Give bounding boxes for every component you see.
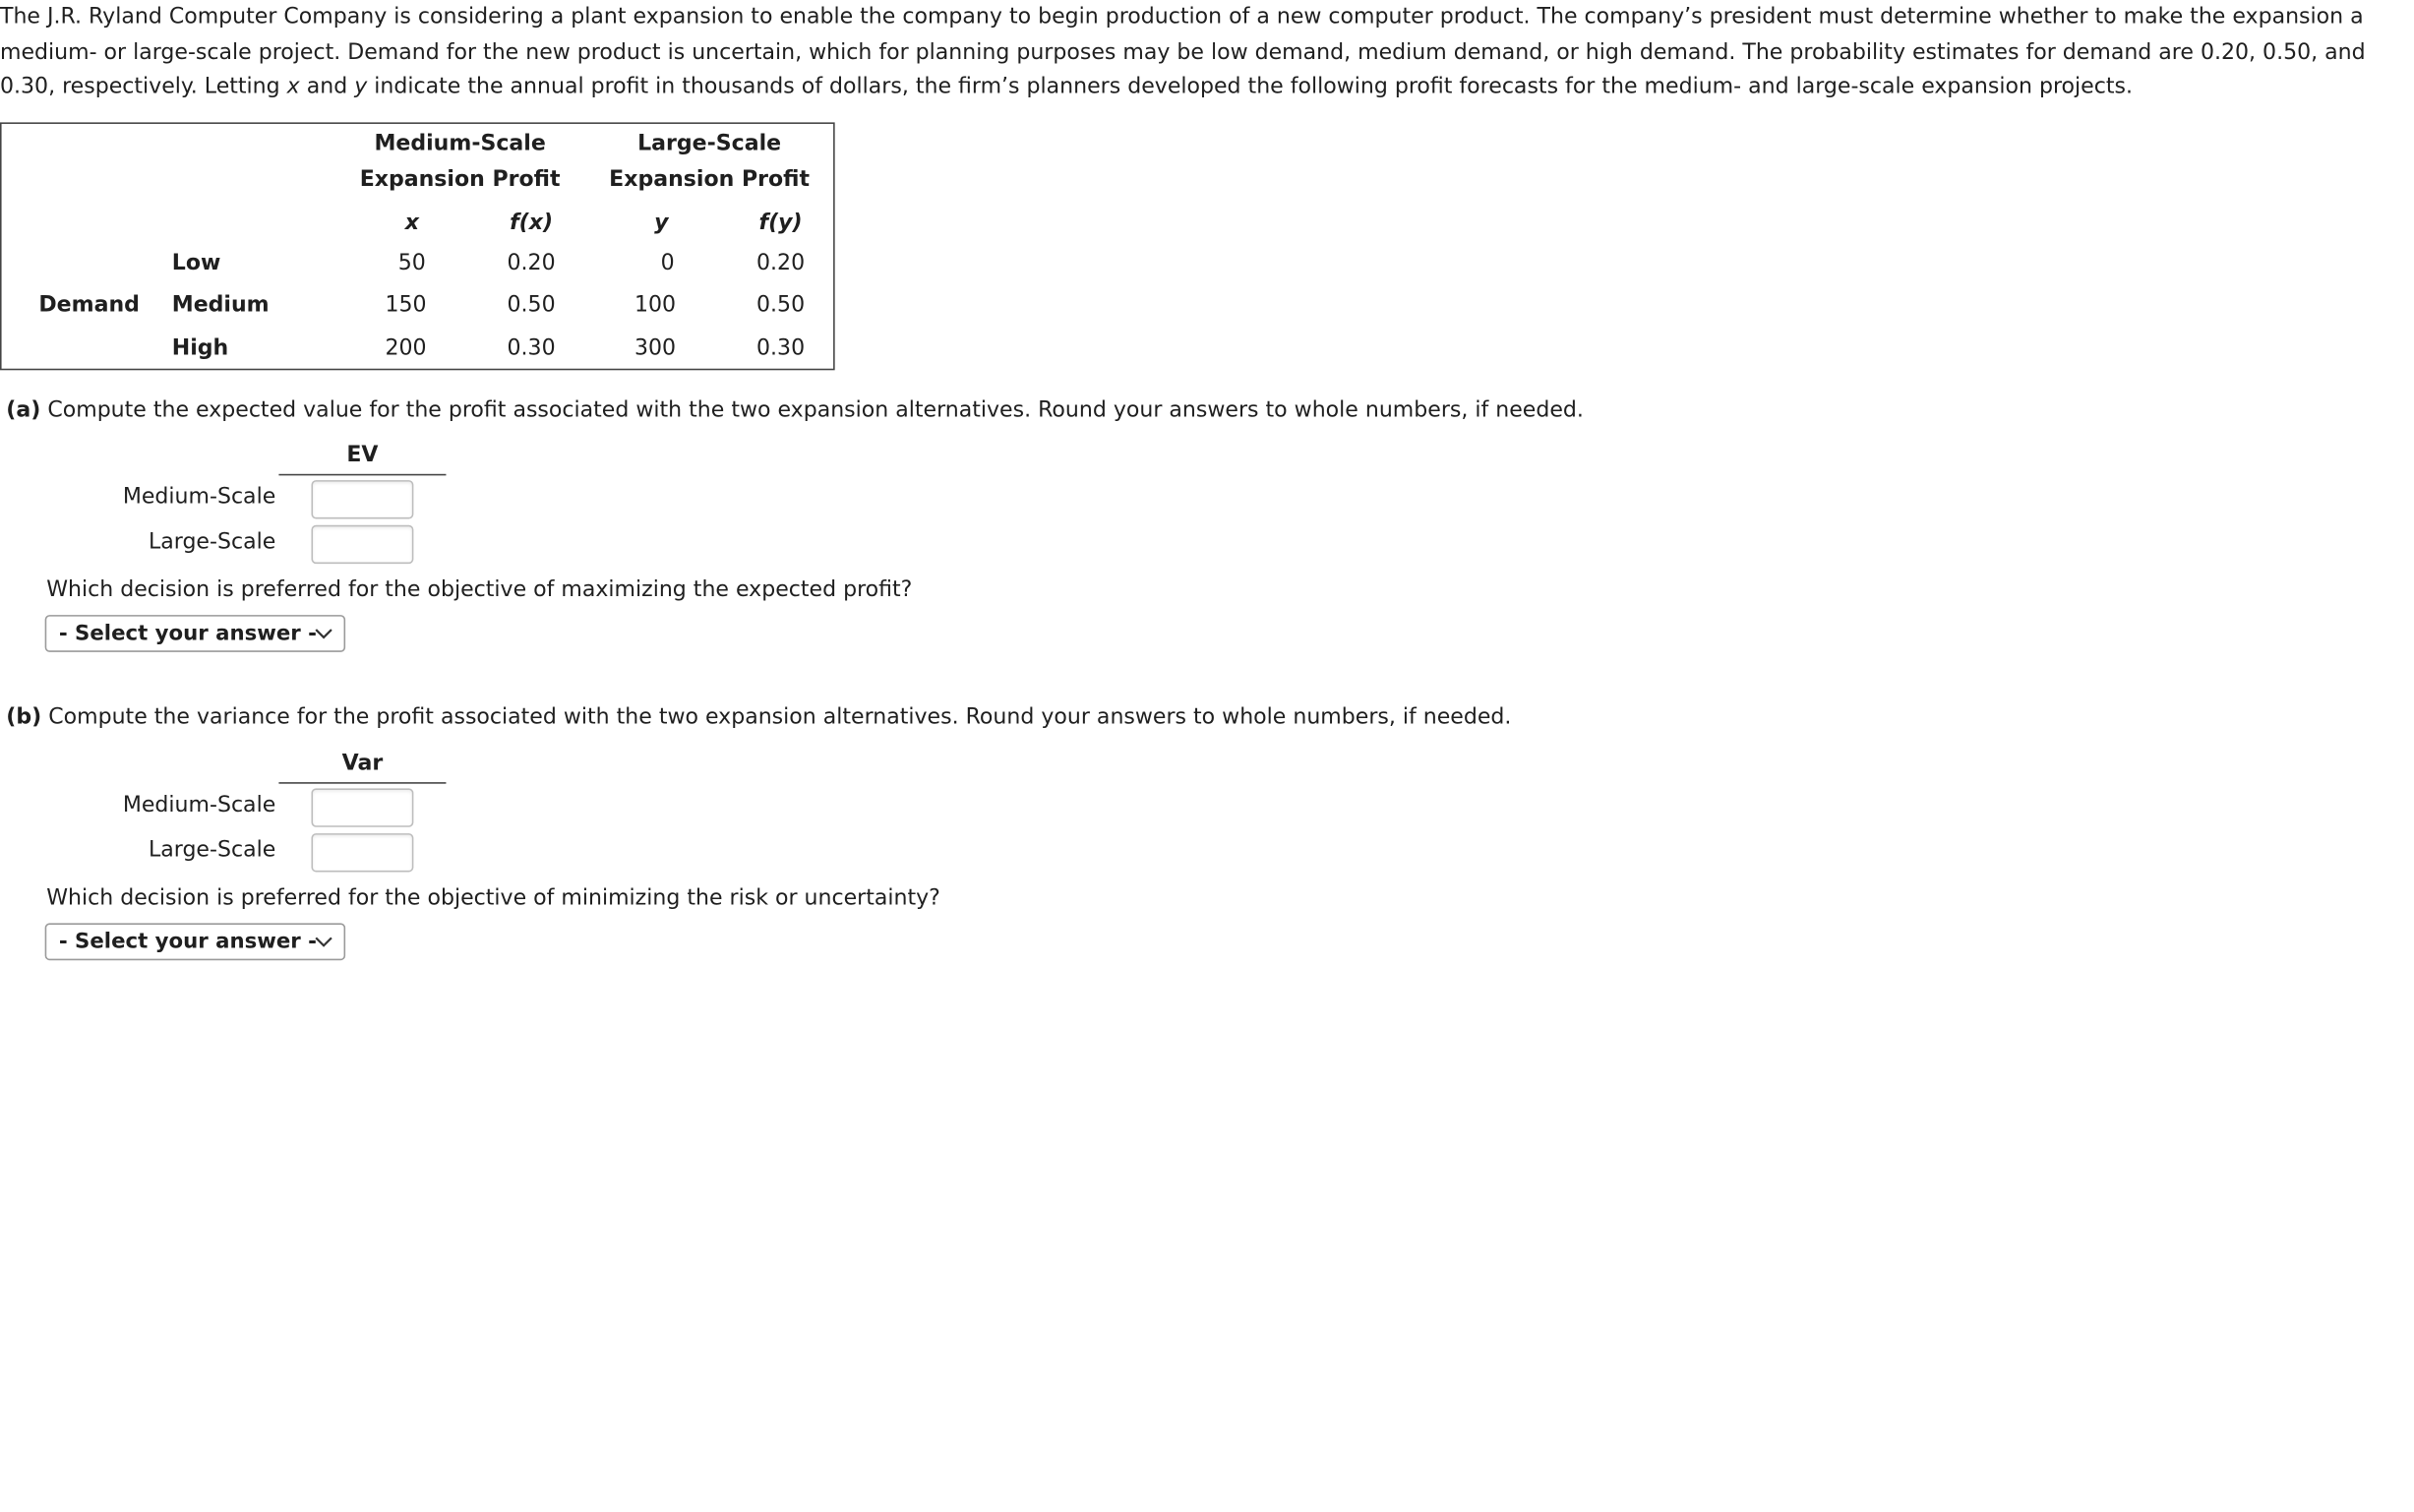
col-header-x: x xyxy=(404,211,419,236)
cell-fy-low: 0.20 xyxy=(756,251,806,276)
medium-header-line1: Medium-Scale xyxy=(374,131,546,157)
var-medium-scale-input[interactable] xyxy=(311,788,413,826)
intro-text-1: The J.R. Ryland Computer Company is considering a plant expansion to enable the company to begin production of a new computer product. The company’s president must determine whether to make the expansion a medium- or large-scale project. Demand for the new product is uncertain, which for planning purposes may be low demand, medium demand, or high demand. The probability estimates for demand are 0.20, 0.50, and 0.30, respectively. Letting xyxy=(0,4,2366,99)
var-column-header: Var xyxy=(278,752,446,784)
var-medium-scale-label: Medium-Scale xyxy=(122,793,276,818)
row-label-medium: Medium xyxy=(171,292,270,318)
part-a-select-value: - Select your answer - xyxy=(58,621,318,646)
ev-medium-scale-label: Medium-Scale xyxy=(122,484,276,511)
intro-and: and xyxy=(299,74,355,99)
part-a-question xyxy=(6,398,1584,423)
var-large-scale-label: Large-Scale xyxy=(148,837,276,863)
ev-medium-scale-input[interactable] xyxy=(311,480,413,518)
cell-fx-low: 0.20 xyxy=(507,251,556,276)
col-header-fy: f(y) xyxy=(758,211,803,236)
ev-large-scale-input[interactable] xyxy=(311,525,413,564)
medium-header-line2: Expansion Profit xyxy=(359,167,561,193)
cell-fy-medium: 0.50 xyxy=(756,292,806,318)
chevron-down-icon xyxy=(313,623,334,644)
chevron-down-icon xyxy=(313,931,334,952)
cell-y-high: 300 xyxy=(634,335,677,361)
cell-fy-high: 0.30 xyxy=(756,335,806,361)
problem-statement xyxy=(0,0,2393,104)
part-a-decision-prompt: Which decision is preferred for the objective of maximizing the expected profit? xyxy=(46,577,913,603)
part-b-label: (b) xyxy=(6,704,42,730)
large-header-line1: Large-Scale xyxy=(637,131,782,157)
part-a-text: Compute the expected value for the profit associated with the two expansion alternatives. Round your answers to whole numbers, if needed. xyxy=(40,397,1584,423)
cell-x-high: 200 xyxy=(385,335,427,361)
row-label-high: High xyxy=(171,335,229,361)
part-b-question xyxy=(6,704,1511,729)
part-b-text: Compute the variance for the profit associated with the two expansion alternatives. Round your answers to whole numbers, if needed. xyxy=(41,704,1512,730)
cell-fx-medium: 0.50 xyxy=(507,292,556,318)
part-b-decision-prompt: Which decision is preferred for the objective of minimizing the risk or uncertainty? xyxy=(46,885,940,911)
intro-text-2: indicate the annual profit in thousands of dollars, the firm’s planners developed the following profit forecasts for the medium- and large-scale expansion projects. xyxy=(367,74,2133,99)
col-header-y: y xyxy=(654,211,669,236)
ev-large-scale-label: Large-Scale xyxy=(148,529,276,555)
ev-column-header: EV xyxy=(278,443,446,475)
col-header-fx: f(x) xyxy=(510,211,554,236)
large-header-line2: Expansion Profit xyxy=(609,167,811,193)
part-a-label: (a) xyxy=(6,397,41,423)
cell-fx-high: 0.30 xyxy=(507,335,556,361)
part-b-decision-select[interactable] xyxy=(45,923,345,960)
cell-y-medium: 100 xyxy=(634,292,677,318)
cell-x-medium: 150 xyxy=(385,292,427,318)
variable-x: x xyxy=(286,74,300,99)
cell-x-low: 50 xyxy=(397,251,426,276)
variable-y: y xyxy=(354,74,368,99)
var-large-scale-input[interactable] xyxy=(311,833,413,872)
profit-forecast-table xyxy=(0,122,835,370)
part-a-decision-select[interactable] xyxy=(45,615,345,652)
part-b-select-value: - Select your answer - xyxy=(58,929,318,954)
cell-y-low: 0 xyxy=(660,251,675,276)
row-label-low: Low xyxy=(171,251,221,276)
demand-group-label: Demand xyxy=(38,292,140,318)
